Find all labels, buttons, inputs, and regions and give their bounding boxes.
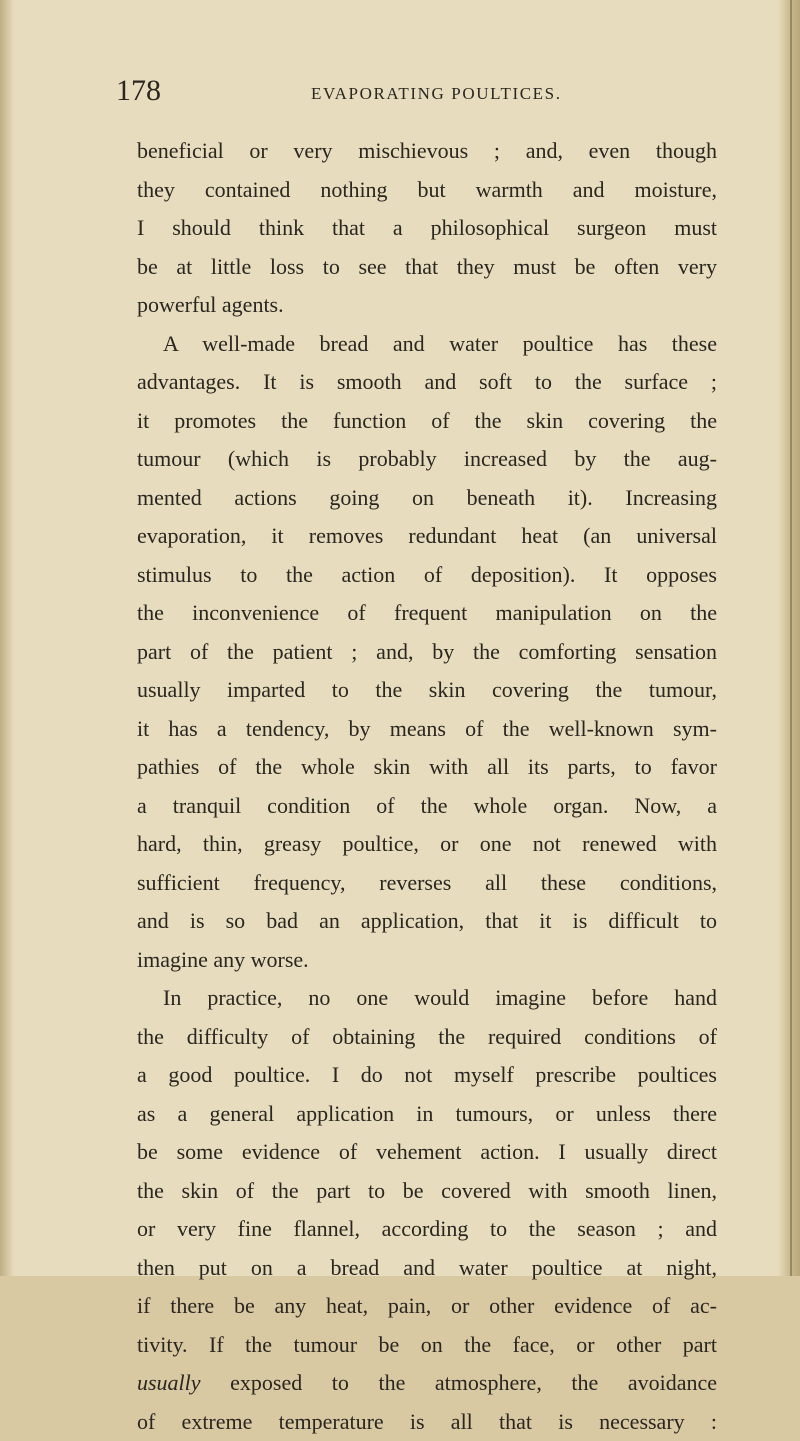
text-line: as a general application in tumours, or unless there	[137, 1095, 717, 1134]
text-line: the inconvenience of frequent manipulation on the	[137, 594, 717, 633]
text-line: A well-made bread and water poultice has these	[137, 325, 717, 364]
text-line: a tranquil condition of the whole organ. Now, a	[137, 787, 717, 826]
text-line: of extreme temperature is all that is necessary :	[137, 1403, 717, 1441]
text-line: usually imparted to the skin covering the tumour,	[137, 671, 717, 710]
text-line: a good poultice. I do not myself prescribe poultices	[137, 1056, 717, 1095]
text-line: evaporation, it removes redundant heat (an universal	[137, 517, 717, 556]
text-line: and is so bad an application, that it is difficult to	[137, 902, 717, 941]
text-line: mented actions going on beneath it). Increasing	[137, 479, 717, 518]
text-line: the skin of the part to be covered with smooth linen,	[137, 1172, 717, 1211]
text-line: tumour (which is probably increased by the aug-	[137, 440, 717, 479]
text-line: then put on a bread and water poultice at night,	[137, 1249, 717, 1288]
text-line: stimulus to the action of deposition). It opposes	[137, 556, 717, 595]
text-line: In practice, no one would imagine before hand	[137, 979, 717, 1018]
text-line: pathies of the whole skin with all its parts, to favor	[137, 748, 717, 787]
left-page-shadow	[0, 0, 14, 1276]
text-line-with-italic	[137, 1364, 717, 1403]
running-head: EVAPORATING POULTICES.	[311, 84, 562, 104]
text-line: if there be any heat, pain, or other evidence of ac-	[137, 1287, 717, 1326]
text-line-rest: exposed to the atmosphere, the avoidance	[230, 1370, 717, 1395]
text-line: advantages. It is smooth and soft to the surface ;	[137, 363, 717, 402]
text-line: sufficient frequency, reverses all these conditions,	[137, 864, 717, 903]
text-line: or very fine flannel, according to the season ; and	[137, 1210, 717, 1249]
body-text	[137, 132, 717, 1441]
text-line: be at little loss to see that they must be often very	[137, 248, 717, 287]
text-line: imagine any worse.	[137, 941, 717, 980]
page-number: 178	[116, 74, 161, 108]
text-line: the difficulty of obtaining the required conditions of	[137, 1018, 717, 1057]
page-header	[116, 74, 726, 114]
text-line: hard, thin, greasy poultice, or one not renewed with	[137, 825, 717, 864]
page-edge-line	[790, 0, 792, 1276]
italic-word: usually	[137, 1370, 201, 1395]
text-line: be some evidence of vehement action. I usually direct	[137, 1133, 717, 1172]
right-page-edge	[778, 0, 800, 1276]
text-line: it promotes the function of the skin covering the	[137, 402, 717, 441]
text-line: they contained nothing but warmth and moisture,	[137, 171, 717, 210]
text-line: beneficial or very mischievous ; and, even though	[137, 132, 717, 171]
text-line: it has a tendency, by means of the well-known sym-	[137, 710, 717, 749]
text-line: tivity. If the tumour be on the face, or other part	[137, 1326, 717, 1365]
text-line: part of the patient ; and, by the comforting sensation	[137, 633, 717, 672]
text-line: powerful agents.	[137, 286, 717, 325]
text-line: I should think that a philosophical surgeon must	[137, 209, 717, 248]
